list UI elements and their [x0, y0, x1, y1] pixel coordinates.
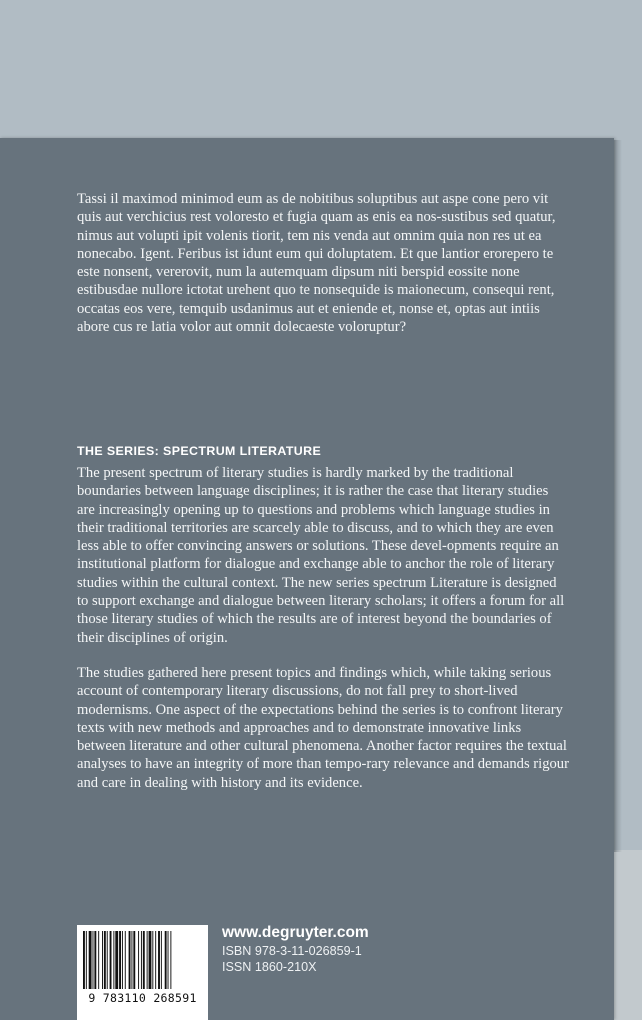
barcode-bar [133, 931, 135, 989]
barcode-bar [161, 931, 162, 989]
barcode-bar [152, 931, 153, 989]
barcode-bar [113, 931, 114, 989]
barcode-bar [86, 931, 87, 989]
barcode-bar [158, 931, 160, 989]
intro-paragraph: Tassi il maximod minimod eum as de nobitibus soluptibus aut aspe cone pero vit quis aut verchicius rest voloresto et fugia quam as enis ea nos-sustibus sed quatur, nimus aut volupti ipit volenis tiorit, tem nis venda aut omnim quia non res ut ea nonecabo. Igent. Feribus ist idunt eum qui doluptatem. Et que lantior erorepero te este nonsent, vererovit, num la autemquam dipsum niti berspid eossite none estibusdae nullore ictotat urehent quo te nonsequide is maionecum, consequi rent, occatas eos vere, temquib usdanimus aut et eniende et, nonse et, optas aut intiis abore cus re latia volor aut omnit dolecaeste voloruptur? [77, 191, 556, 336]
barcode-bar [119, 931, 121, 989]
barcode-bar [93, 931, 94, 989]
barcode-bar [122, 931, 123, 989]
barcode-bar [131, 931, 132, 989]
barcode-bar [165, 931, 167, 989]
isbn-number: ISBN 978-3-11-026859-1 [222, 944, 362, 958]
barcode-bar [125, 931, 126, 989]
barcode [77, 925, 208, 1020]
barcode-bar [168, 931, 169, 989]
barcode-bar [129, 931, 131, 989]
barcode-bar [94, 931, 96, 989]
barcode-bar [98, 931, 99, 989]
book-back-cover [0, 138, 614, 1020]
cover-shadow [614, 140, 622, 852]
barcode-bar [147, 931, 148, 989]
barcode-bar [83, 931, 85, 989]
barcode-bar [102, 931, 103, 989]
series-paragraph-2: The studies gathered here present topics and findings which, while taking serious account of contemporary literary discussions, do not fall prey to short-lived modernisms. One aspect of the expectations behind the series is to confront literary texts with new methods and approaches and to demonstrate innovative links between literature and other cultural phenomena. Another factor requires the textual analyses to have an integrity of more than tempo-rary relevance and demands rigour and care in dealing with history and its evidence. [77, 665, 569, 791]
series-paragraph-1: The present spectrum of literary studies is hardly marked by the traditional boundaries between language disciplines; it is rather the case that literary studies are increasingly opening up to questions and problems which language studies in their traditional territories are scarcely able to discuss, and to which they are even less able to offer convincing answers or solutions. These devel-opments require an institutional platform for dialogue and exchange able to anchor the role of literary studies within the cultural context. The new series spectrum Literature is designed to support exchange and dialogue between literary scholars; it offers a forum for all those literary studies of which the results are of interest beyond the boundaries of their disciplines of origin. [77, 465, 565, 646]
barcode-bar [115, 931, 118, 989]
barcode-digits: 9 783110 268591 [88, 991, 197, 1005]
publisher-url[interactable]: www.degruyter.com [222, 924, 369, 941]
barcode-bars [83, 931, 202, 989]
barcode-bar [107, 931, 108, 989]
barcode-bar [143, 931, 145, 989]
barcode-bar [170, 931, 171, 989]
barcode-bar [104, 931, 106, 989]
publisher-info [222, 923, 369, 975]
barcode-bar [155, 931, 156, 989]
barcode-bar [138, 931, 139, 989]
barcode-bar [110, 931, 112, 989]
barcode-bar [89, 931, 92, 989]
barcode-bar [141, 931, 142, 989]
barcode-bar [149, 931, 152, 989]
issn-number: ISSN 1860-210X [222, 960, 317, 974]
series-heading: THE SERIES: SPECTRUM LITERATURE [77, 444, 322, 458]
